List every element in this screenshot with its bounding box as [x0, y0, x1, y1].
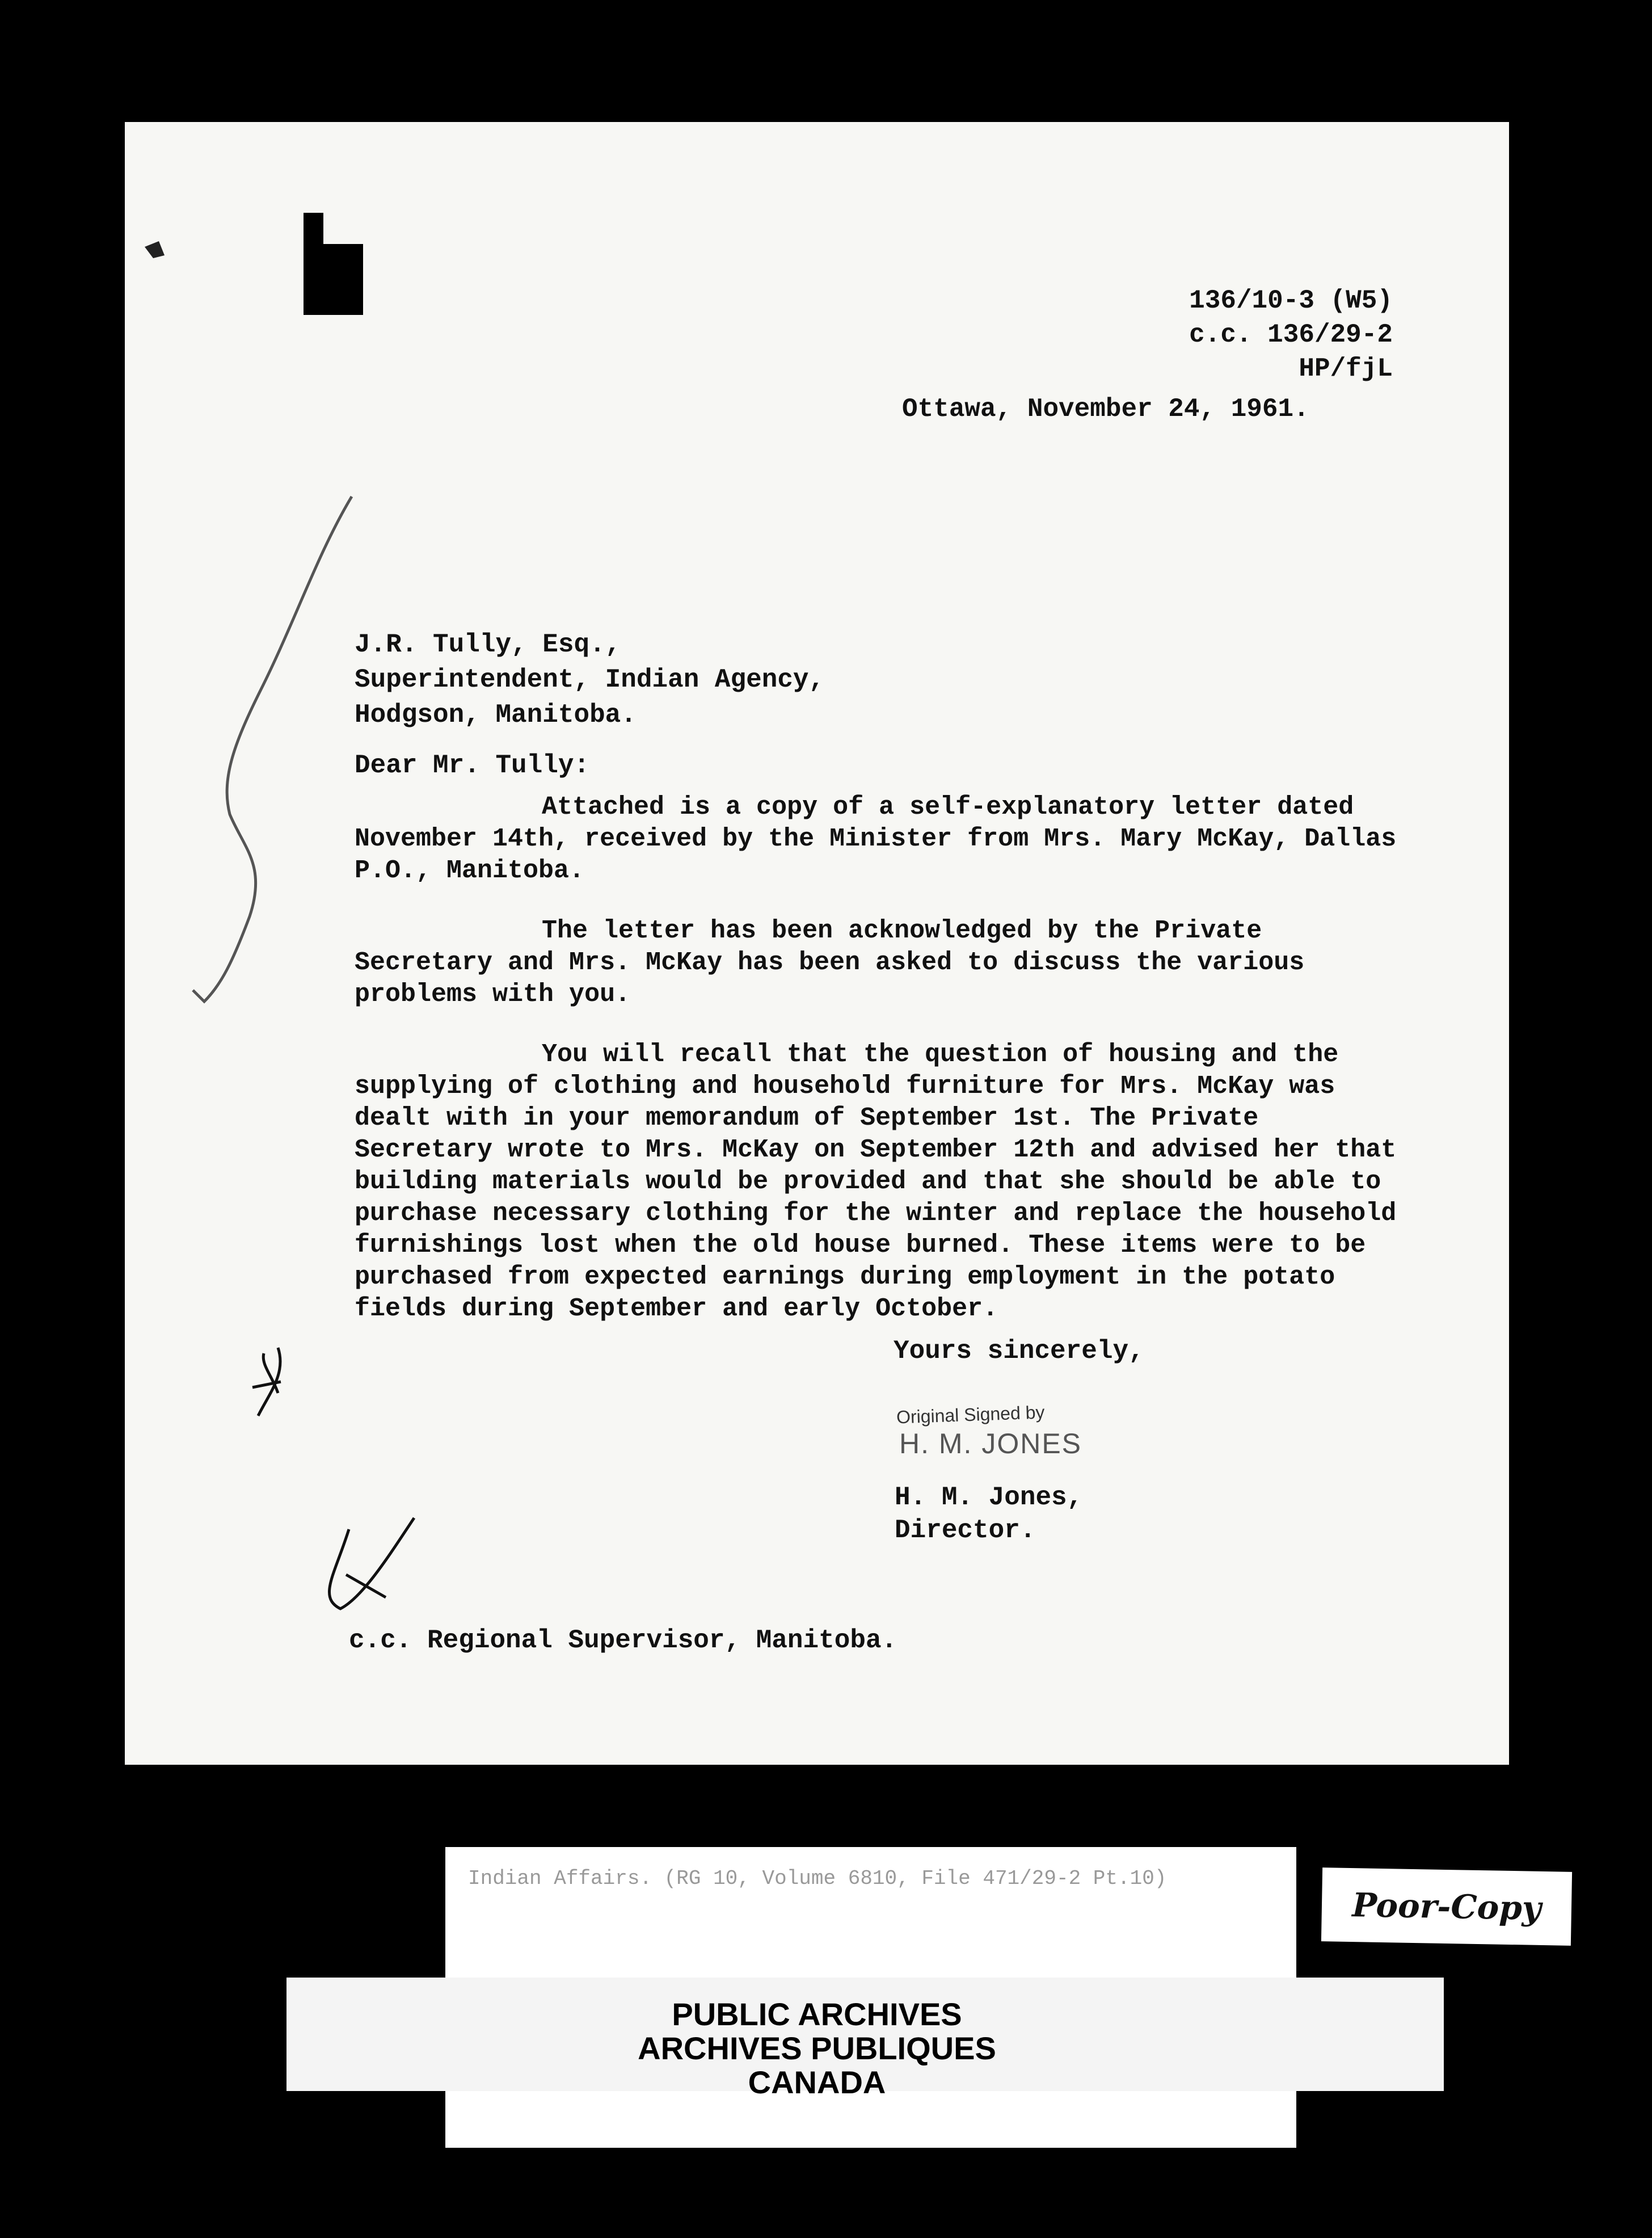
handwritten-marks [125, 122, 1509, 1765]
letter-page [125, 122, 1509, 1765]
salutation: Dear Mr. Tully: [355, 751, 590, 780]
signature-stamp-caption: Original Signed by [896, 1402, 1046, 1428]
archive-source-line: Indian Affairs. (RG 10, Volume 6810, File 471/29-2 Pt.10) [468, 1867, 1167, 1890]
paragraph: The letter has been acknowledged by the Private Secretary and Mrs. McKay has been asked to discuss the various problems with you. [355, 916, 1305, 1009]
archive-stamp [567, 1997, 1067, 2100]
black-tab-mark [304, 244, 363, 315]
archive-line: PUBLIC ARCHIVES [672, 1996, 962, 2032]
signer-name: H. M. Jones, [895, 1483, 1083, 1512]
pencil-stroke-mark [193, 497, 352, 1002]
closing: Yours sincerely, [894, 1336, 1144, 1366]
cc-line: c.c. Regional Supervisor, Manitoba. [349, 1626, 897, 1655]
paragraph: Attached is a copy of a self-explanatory letter dated November 14th, received by the Minister from Mrs. Mary McKay, Dallas P.O., Manitoba. [355, 793, 1397, 885]
archive-line: CANADA [748, 2064, 886, 2100]
paragraph: You will recall that the question of housing and the supplying of clothing and household furniture for Mrs. McKay was dealt with in your memorandum of September 1st. The Private Secretary wrote to Mrs. McKay on September 12th and advised her that building materials would be provided and that she should be able to purchase necessary clothing for the winter and replace the household furnishings lost when the old house burned. These items were to be purchased from expected earnings during employment in the potato fields during September and early October. [355, 1040, 1397, 1323]
cc-reference: c.c. 136/29-2 [1189, 320, 1393, 350]
typist-initials: HP/fjL [1299, 354, 1393, 384]
poor-copy-tag: Poor-Copy [1321, 1867, 1572, 1946]
handwritten-initial-mark [252, 1348, 281, 1416]
address-line: Superintendent, Indian Agency, [355, 665, 825, 695]
address-line: J.R. Tully, Esq., [355, 630, 621, 659]
handwritten-signature-mark [330, 1518, 414, 1609]
date-line: Ottawa, November 24, 1961. [902, 394, 1309, 424]
tab-mark-top [304, 213, 323, 244]
archive-line: ARCHIVES PUBLIQUES [638, 2030, 996, 2066]
address-line: Hodgson, Manitoba. [355, 700, 637, 730]
signer-title: Director. [895, 1516, 1036, 1545]
signature-stamp-name: H. M. JONES [899, 1428, 1082, 1459]
file-reference: 136/10-3 (W5) [1189, 286, 1393, 315]
corner-speck [145, 241, 165, 258]
